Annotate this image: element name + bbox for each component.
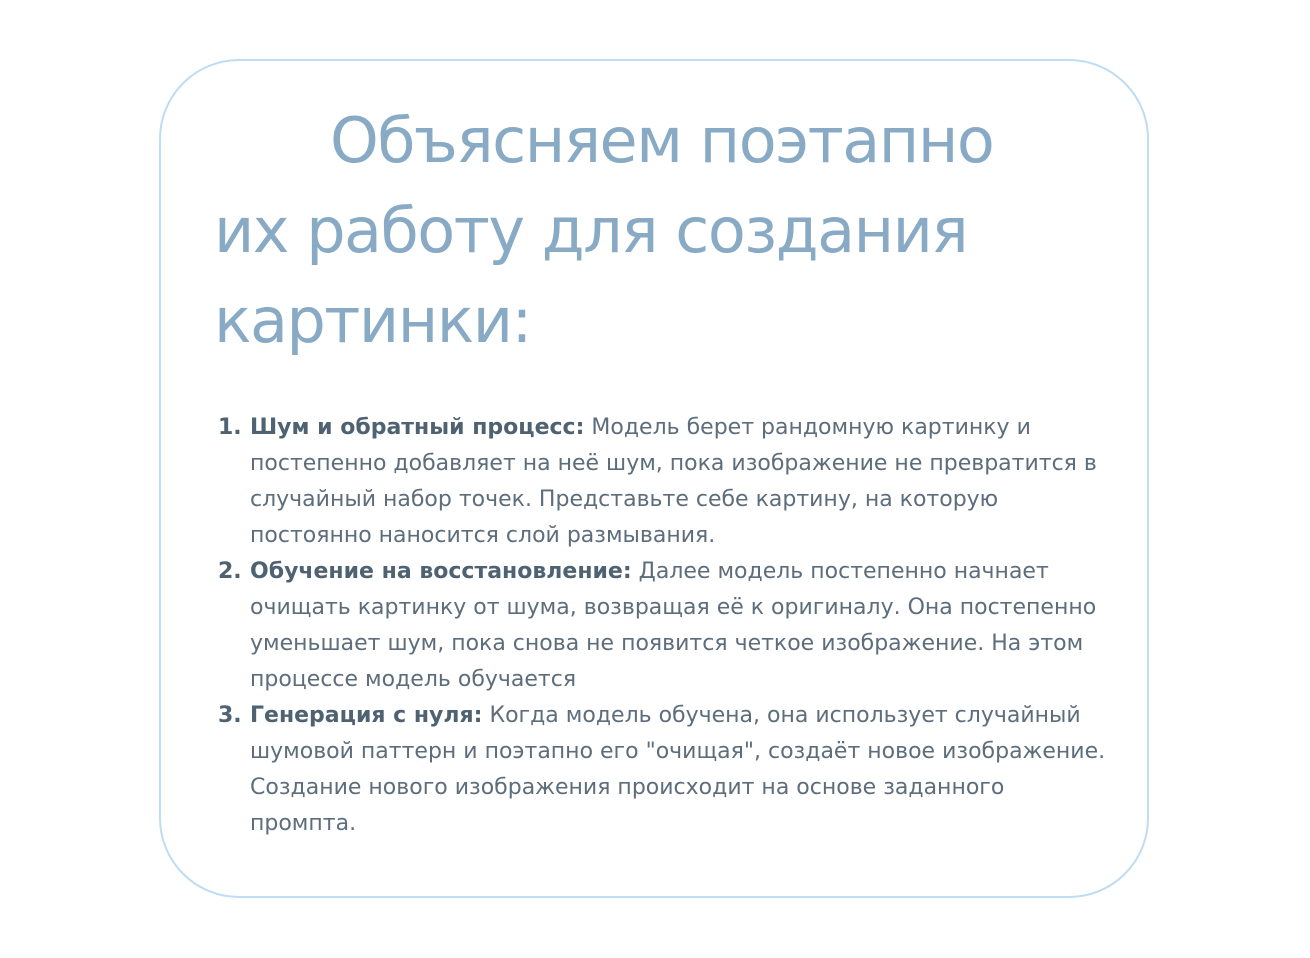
list-item — [214, 698, 1114, 842]
steps-list — [214, 410, 1114, 842]
step-title: Шум и обратный процесс: — [250, 415, 585, 440]
step-number: 3. — [218, 703, 242, 728]
step-text: Далее модель постепенно начнает очищать картинку от шума, возвращая её к оригиналу. Она постепенно уменьшает шум, пока снова не появится четкое изображение. На этом процессе модель обучается — [250, 559, 1097, 692]
page-title: Объясняем поэтапно их работу для создания картинки: — [214, 104, 994, 357]
list-item — [214, 554, 1114, 698]
step-number: 1. — [218, 415, 242, 440]
step-title: Обучение на восстановление: — [250, 559, 632, 584]
step-number: 2. — [218, 559, 242, 584]
step-text: Модель берет рандомную картинку и постепенно добавляет на неё шум, пока изображение не превратится в случайный набор точек. Представьте себе картину, на которую постоянно наносится слой размывания. — [250, 415, 1097, 548]
list-item — [214, 410, 1114, 554]
step-text: Когда модель обучена, она использует случайный шумовой паттерн и поэтапно его "очищая", создаёт новое изображение. Создание нового изображения происходит на основе заданного промпта. — [250, 703, 1106, 836]
step-title: Генерация с нуля: — [250, 703, 483, 728]
